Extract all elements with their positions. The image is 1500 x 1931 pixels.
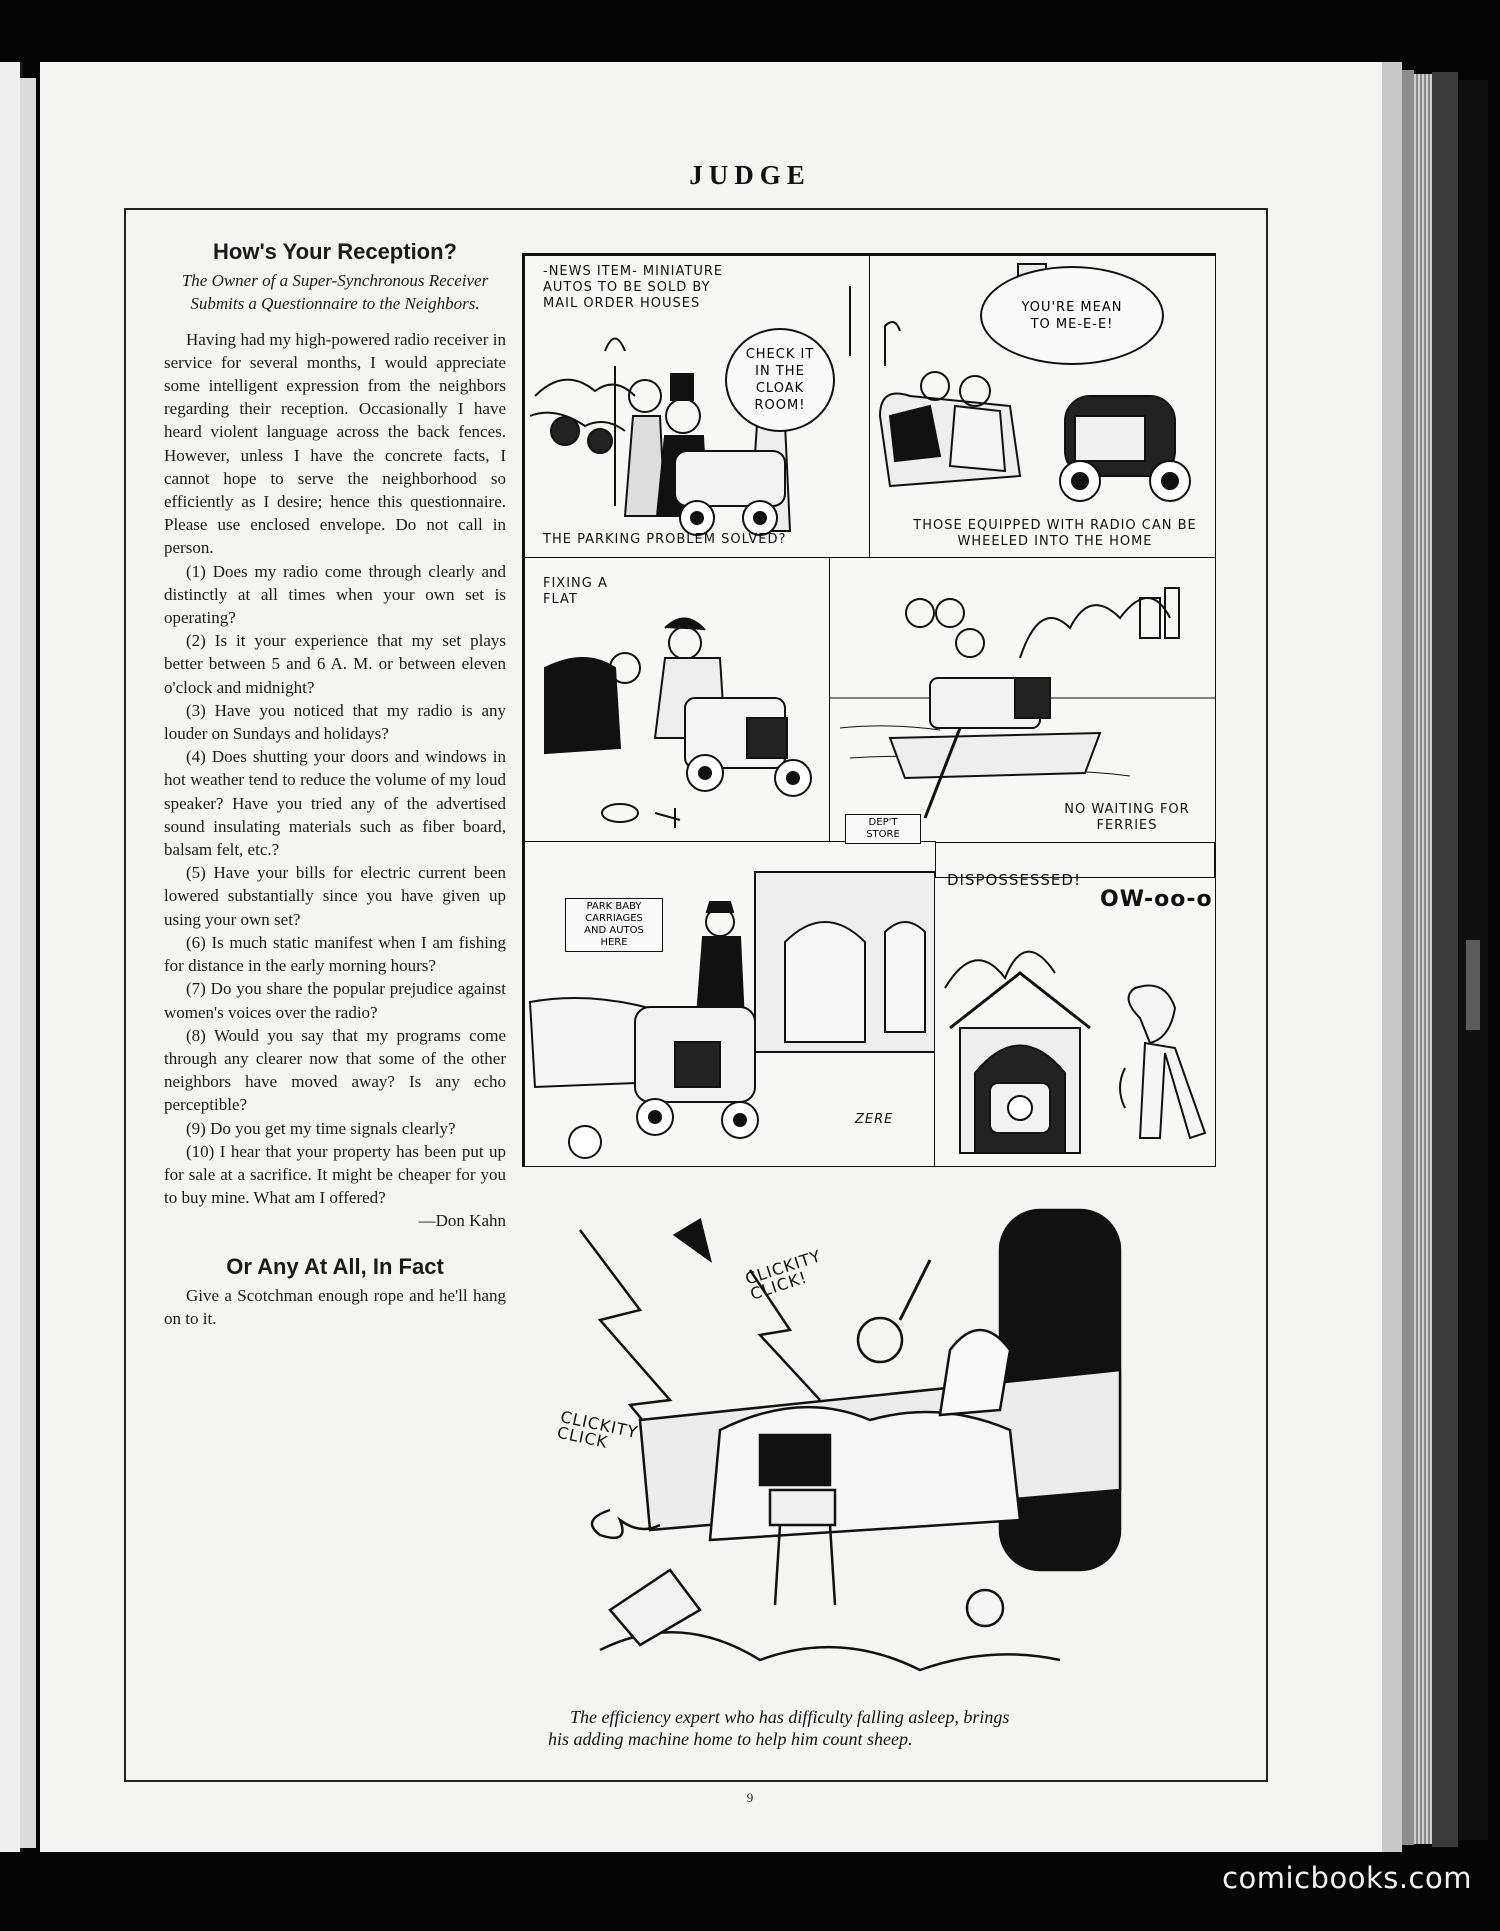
left-page-gutter: [20, 78, 36, 1848]
cover-notch: [1466, 940, 1480, 1030]
news-item-caption: -NEWS ITEM- MINIATURE AUTOS TO BE SOLD BY MAIL ORDER HOUSES: [543, 264, 724, 311]
panel-dept-store: [524, 817, 936, 1167]
parking-sign: PARK BABY CARRIAGES AND AUTOS HERE: [565, 898, 663, 952]
store-sign: DEP'T STORE: [845, 814, 921, 844]
page-stack: [1414, 74, 1432, 1844]
panel-ferry: [829, 557, 1216, 843]
page-stack: [1432, 72, 1458, 1847]
caption-line: The efficiency expert who has difficulty falling asleep, brings: [570, 1707, 1010, 1727]
panel-art: [935, 878, 1215, 1166]
text-column: [164, 240, 506, 1330]
watermark: comicbooks.com: [1222, 1861, 1472, 1895]
speech-bubble: YOU'RE MEAN TO ME-E-E!: [980, 266, 1164, 365]
article-signature: —Don Kahn: [418, 1211, 506, 1231]
masthead: JUDGE: [689, 160, 811, 190]
question: (6) Is much static manifest when I am fishing for distance in the early morning hours?: [164, 932, 506, 976]
page-stack: [1382, 62, 1402, 1852]
article-intro: Having had my high-powered radio receiver in service for several months, I would appreciate some intelligent expression from the neighbors regarding their reception. Occasionally I have heard violent language across the back fences. However, unless I have the concrete facts, I cannot hope to serve the neighborhood so efficiently as I desire; hence this questionnaire. Please use enclosed envelope. Do not call in person.: [164, 329, 506, 558]
question: (5) Have your bills for electric current been lowered substantially since you have given up using your own set?: [164, 863, 506, 929]
panel-dispossessed: [934, 871, 1216, 1167]
artist-signature: ZERE: [855, 1112, 894, 1127]
cartoon-caption: [548, 1706, 1190, 1750]
cartoon-illustration: [540, 1190, 1200, 1690]
panel-caption: NO WAITING FOR FERRIES: [1064, 802, 1190, 833]
panel-parking: [524, 255, 871, 559]
sound-effect: CLICKITY CLICK: [555, 1407, 640, 1452]
panel-caption: THE PARKING PROBLEM SOLVED?: [543, 532, 787, 547]
book-cover-edge: [1458, 80, 1488, 1840]
article2-text: Give a Scotchman enough rope and he'll hang on to it.: [164, 1285, 506, 1328]
panel-flat: [524, 557, 831, 843]
panel-caption: FIXING A FLAT: [543, 576, 608, 607]
panel-caption: DISPOSSESSED!: [947, 871, 1081, 889]
panel-art: [830, 558, 1215, 842]
question: (2) Is it your experience that my set plays better between 5 and 6 A. M. or between eleven o'clock and midnight?: [164, 631, 506, 697]
article-title: How's Your Reception?: [213, 239, 457, 264]
question: (8) Would you say that my programs come through any clearer now that some of the other neighbors have moved away? Is any echo perceptible?: [164, 1025, 506, 1115]
question: (3) Have you noticed that my radio is any louder on Sundays and holidays?: [164, 700, 506, 744]
question: (1) Does my radio come through clearly and distinctly at all times when your own set is operating?: [164, 561, 506, 628]
panel-radio-car: [869, 255, 1216, 559]
page-number: 9: [746, 1790, 754, 1805]
sound-effect: CLICKITY CLICK!: [742, 1246, 824, 1304]
article2-title: Or Any At All, In Fact: [226, 1253, 444, 1279]
question: (4) Does shutting your doors and windows in hot weather tend to reduce the volume of my loud speaker? Have you tried any of the advertised sound insulating materials such as fiber board, balsam felt, etc.?: [164, 747, 506, 860]
comic-strip: [522, 253, 1216, 1167]
caption-line: his adding machine home to help him count sheep.: [548, 1729, 913, 1749]
panel-caption: THOSE EQUIPPED WITH RADIO CAN BE WHEELED INTO THE HOME: [913, 518, 1197, 549]
speech-bubble: CHECK IT IN THE CLOAK ROOM!: [725, 328, 835, 432]
question: (7) Do you share the popular prejudice against women's voices over the radio?: [164, 979, 506, 1022]
sound-effect: OW-oo-o: [1100, 887, 1213, 912]
page-stack: [1402, 70, 1414, 1845]
question: (10) I hear that your property has been put up for sale at a sacrifice. It might be cheaper for you to buy mine. What am I offered?: [164, 1141, 506, 1208]
question: (9) Do you get my time signals clearly?: [186, 1118, 456, 1138]
article-subtitle: The Owner of a Super-Synchronous Receiver Submits a Questionnaire to the Neighbors.: [181, 271, 489, 314]
